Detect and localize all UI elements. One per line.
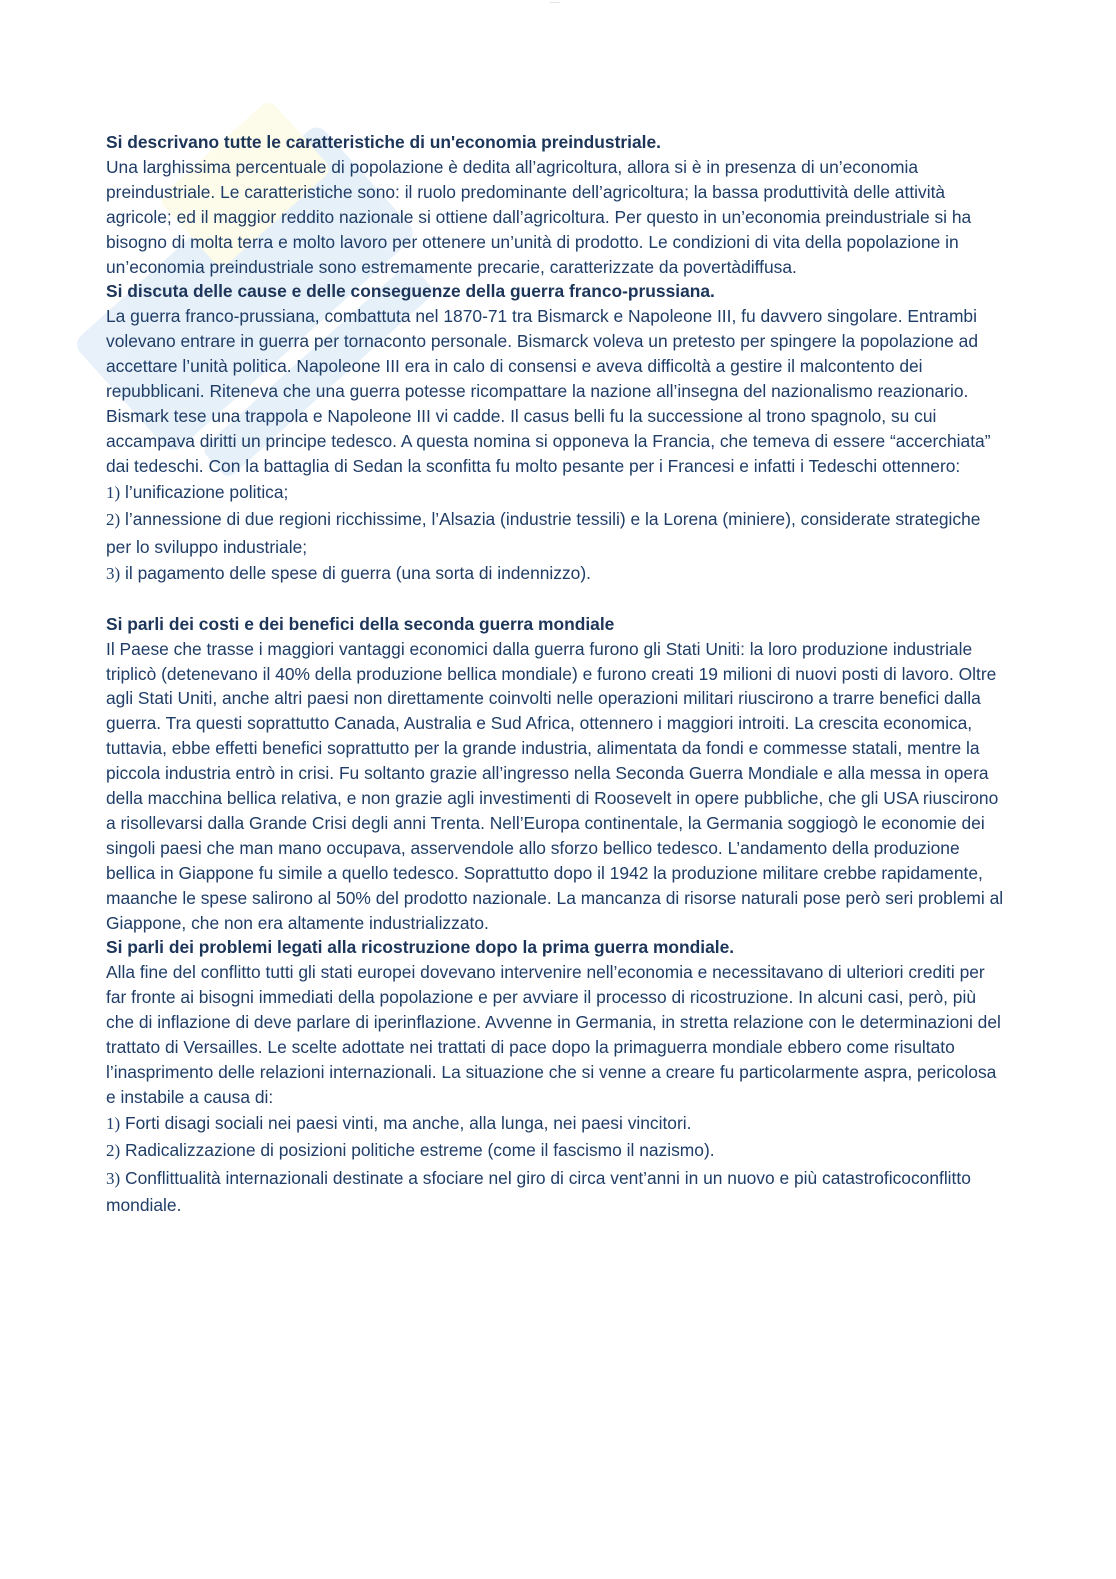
section-spacer bbox=[106, 588, 1006, 612]
section-heading-ricostruzione: Si parli dei problemi legati alla ricostruzione dopo la prima guerra mondiale. bbox=[106, 937, 735, 958]
section-paragraph: Alla fine del conflitto tutti gli stati europei dovevano intervenire nell’economia e necessitavano di ulteriori crediti per far fronte ai bisogni immediati della popolazione e per avviare il processo di ricostruzione. In alcuni casi, però, più che di inflazione di deve parlare di iperinflazione. Avvenne in Germania, in stretta relazione con le determinazioni del trattato di Versailles. Le scelte adottate nei trattati di pace dopo la primaguerra mondiale ebbero come risultato l’inasprimento delle relazioni internazionali. La situazione che si venne a creare fu particolarmente aspra, pericolosa e instabile a causa di: bbox=[106, 962, 1001, 1107]
list-number: 3) bbox=[106, 1168, 121, 1188]
section-heading-guerra-franco-prussiana: Si discuta delle cause e delle conseguenze della guerra franco-prussiana. bbox=[106, 281, 715, 302]
section-paragraph: La guerra franco-prussiana, combattuta nel 1870-71 tra Bismarck e Napoleone III, fu davvero singolare. Entrambi volevano entrare in guerra per tornaconto personale. Bismarck voleva un pretesto per spingere la popolazione ad accettare l’unità politica. Napoleone III era in calo di consensi e aveva difficoltà a gestire il malcontento dei repubblicani. Riteneva che una guerra potesse ricompattare la nazione all’insegna del nazionalismo reazionario. Bismark tese una trappola e Napoleone III vi cadde. Il casus belli fu la successione al trono spagnolo, su cui accampava diritti un principe tedesco. A questa nomina si opponeva la Francia, che temeva di essere “accerchiata” dai tedeschi. Con la battaglia di Sedan la sconfitta fu molto pesante per i Francesi e infatti i Tedeschi ottennero: bbox=[106, 306, 991, 476]
section-paragraph: Una larghissima percentuale di popolazione è dedita all’agricoltura, allora si è in presenza di un’economia preindustriale. Le caratteristiche sono: il ruolo predominante dell’agricoltura; la bassa produttività delle attività agricole; ed il maggior reddito nazionale si ottiene dall’agricoltura. Per questo in un’economia preindustriale si ha bisogno di molta terra e molto lavoro per ottenere un’unità di prodotto. Le condizioni di vita della popolazione in un’economia preindustriale sono estremamente precarie, caratterizzate da povertàdiffusa. bbox=[106, 156, 972, 277]
section-heading-economia-preindustriale: Si descrivano tutte le caratteristiche di un'economia preindustriale. bbox=[106, 132, 661, 152]
list-text: l’annessione di due regioni ricchissime, l’Alsazia (industrie tessili) e la Lorena (miniere), considerate strategiche per lo sviluppo industriale; bbox=[106, 509, 981, 557]
list-item bbox=[106, 1165, 1006, 1219]
list-item bbox=[106, 560, 1006, 588]
list-item bbox=[106, 479, 1006, 507]
list-text: il pagamento delle spese di guerra (una sorta di indennizzo). bbox=[125, 563, 591, 584]
list-number: 1) bbox=[106, 1113, 121, 1133]
list-number: 2) bbox=[106, 1141, 121, 1161]
list-text: Forti disagi sociali nei paesi vinti, ma anche, alla lunga, nei paesi vincitori. bbox=[125, 1112, 692, 1133]
list-item bbox=[106, 1137, 1006, 1165]
list-item bbox=[106, 506, 1006, 560]
document-body bbox=[106, 130, 1006, 1219]
section-heading-seconda-guerra-mondiale: Si parli dei costi e dei benefici della seconda guerra mondiale bbox=[106, 613, 615, 634]
header-mark: —— bbox=[550, 0, 560, 6]
list-text: Radicalizzazione di posizioni politiche estreme (come il fascismo il nazismo). bbox=[125, 1140, 715, 1161]
list-text: Conflittualità internazionali destinate a sfociare nel giro di circa vent’anni in un nuovo e più catastroficoconflitto mondiale. bbox=[106, 1167, 971, 1216]
list-item bbox=[106, 1110, 1006, 1138]
list-number: 2) bbox=[106, 510, 121, 530]
section-paragraph: Il Paese che trasse i maggiori vantaggi economici dalla guerra furono gli Stati Uniti: la loro produzione industriale triplicò (detenevano il 40% della produzione bellica mondiale) e furono creati 19 milioni di nuovi posti di lavoro. Oltre agli Stati Uniti, anche altri paesi non direttamente coinvolti nelle operazioni militari riuscirono a trarre benefici dalla guerra. Tra questi soprattutto Canada, Australia e Sud Africa, ottennero i maggiori introiti. La crescita economica, tuttavia, ebbe effetti benefici soprattutto per la grande industria, alimentata da fondi e commesse statali, mentre la piccola industria entrò in crisi. Fu soltanto grazie all’ingresso nella Seconda Guerra Mondiale e alla messa in opera della macchina bellica relativa, e non grazie agli investimenti di Roosevelt in opere pubbliche, che gli USA riuscirono a risollevarsi dalla Grande Crisi degli anni Trenta. Nell’Europa continentale, la Germania soggiogò le economie dei singoli paesi che man mano occupava, asservendole allo sforzo bellico tedesco. L’andamento della produzione bellica in Giappone fu simile a quello tedesco. Soprattutto dopo il 1942 la produzione militare crebbe rapidamente, maanche le spese salirono al 50% del prodotto nazionale. La mancanza di risorse naturali pose però seri problemi al Giappone, che non era altamente industrializzato. bbox=[106, 638, 1004, 933]
list-number: 1) bbox=[106, 482, 121, 502]
list-text: l’unificazione politica; bbox=[125, 481, 289, 502]
list-number: 3) bbox=[106, 564, 121, 584]
